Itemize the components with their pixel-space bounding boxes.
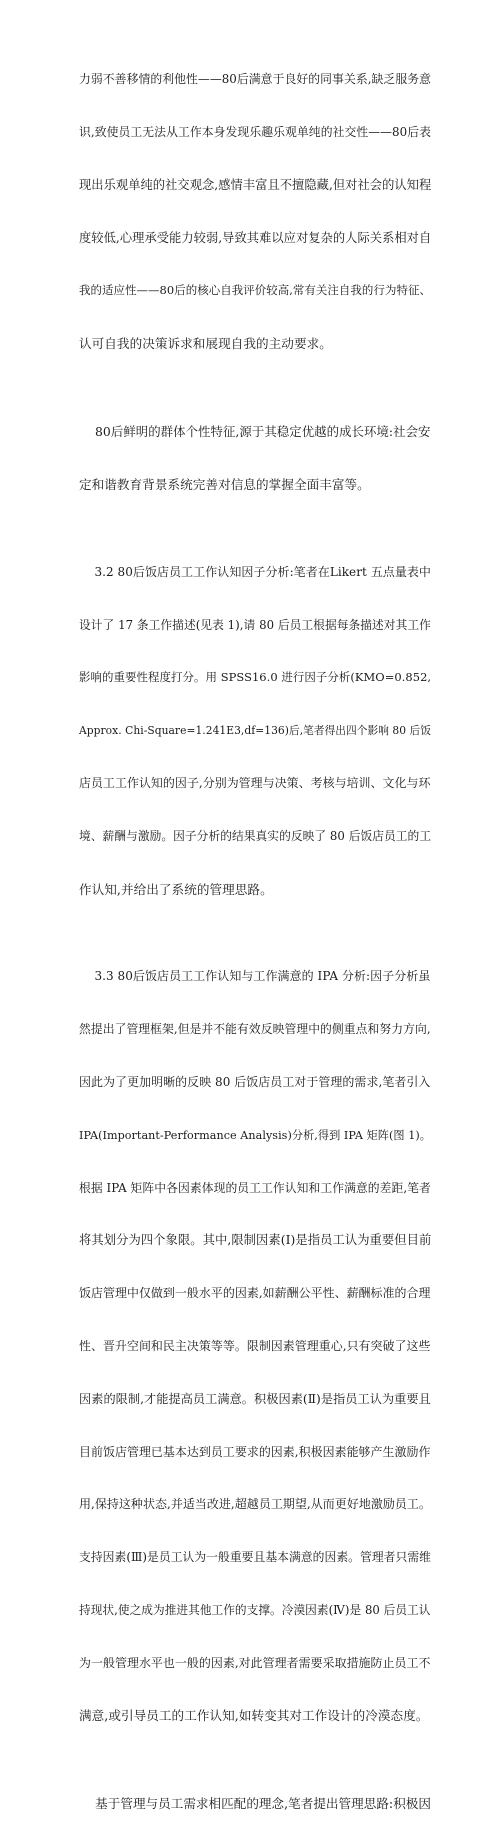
text-line: 店员工工作认知的因子,分别为管理与决策、考核与培训、文化与环 [79, 775, 431, 790]
text-line: 度较低,心理承受能力较弱,导致其难以应对复杂的人际关系相对自 [79, 230, 432, 245]
text-line: 性、晋升空间和民主决策等等。限制因素管理重心,只有突破了这些 [79, 1338, 431, 1353]
text-line: 80后鲜明的群体个性特征,源于其稳定优越的成长环境:社会安 [79, 424, 431, 440]
text-line: 影响的重要性程度打分。用 SPSS16.0 进行因子分析(KMO=0.852, [79, 670, 432, 685]
text-line: 饭店管理中仅做到一般水平的因素,如薪酬公平性、薪酬标准的合理 [79, 1286, 431, 1301]
text-line: 基于管理与员工需求相匹配的理念,笔者提出管理思路:积极因 [79, 1796, 431, 1812]
text-line: 境、薪酬与激励。因子分析的结果真实的反映了 80 后饭店员工的工 [79, 828, 432, 843]
paragraph-traits-continued [79, 36, 431, 388]
text-line: IPA(Important-Performance Analysis)分析,得到 IPA 矩阵(图 1)。 [79, 1128, 431, 1142]
text-line: 我的适应性——80后的核心自我评价较高,常有关注自我的行为特征、 [79, 283, 431, 298]
text-line: 3.2 80后饭店员工工作认知因子分析:笔者在Likert 五点量表中 [79, 564, 431, 579]
paragraph-section-3-3 [79, 933, 431, 1760]
text-line: 用,保持这种状态,并适当改进,超越员工期望,从而更好地激励员工。 [79, 1497, 431, 1512]
text-line: 根据 IPA 矩阵中各因素体现的员工工作认知和工作满意的差距,笔者 [79, 1180, 431, 1195]
paragraph-management-approach [79, 1760, 431, 1848]
paragraph-section-3-2 [79, 529, 431, 934]
text-line: 将其划分为四个象限。其中,限制因素(Ⅰ)是指员工认为重要但目前 [79, 1233, 432, 1248]
text-line: 因素的限制,才能提高员工满意。积极因素(Ⅱ)是指员工认为重要且 [79, 1391, 431, 1406]
text-line: 支持因素(Ⅲ)是员工认为一般重要且基本满意的因素。管理者只需维 [79, 1550, 431, 1565]
text-line: Approx. Chi-Square=1.241E3,df=136)后,笔者得出四个影响 80 后饭 [79, 724, 431, 738]
document-body [79, 36, 431, 1848]
paragraph-growth-environment [79, 388, 431, 529]
text-line: 为一般管理水平也一般的因素,对此管理者需要采取措施防止员工不 [79, 1655, 431, 1670]
text-line: 满意,或引导员工的工作认知,如转变其对工作设计的冷漠态度。 [79, 1708, 429, 1724]
text-line: 设计了 17 条工作描述(见表 1),请 80 后员工根据每条描述对其工作 [79, 617, 431, 632]
text-line: 作认知,并给出了系统的管理思路。 [79, 881, 273, 897]
text-line: 识,致使员工无法从工作本身发现乐趣乐观单纯的社交性——80后表 [79, 124, 432, 139]
text-line: 现出乐观单纯的社交观念,感情丰富且不擅隐藏,但对社会的认知程 [79, 177, 432, 192]
text-line: 定和谐教育背景系统完善对信息的掌握全面丰富等。 [79, 476, 370, 492]
text-line: 力弱不善移情的利他性——80后满意于良好的同事关系,缺乏服务意 [79, 72, 432, 87]
text-line: 3.3 80后饭店员工工作认知与工作满意的 IPA 分析:因子分析虽 [79, 969, 431, 984]
text-line: 持现状,使之成为推进其他工作的支撑。冷漠因素(Ⅳ)是 80 后员工认 [79, 1602, 431, 1617]
text-line: 然提出了管理框架,但是并不能有效反映管理中的侧重点和努力方向, [79, 1022, 431, 1037]
text-line: 认可自我的决策诉求和展现自我的主动要求。 [79, 336, 332, 352]
text-line: 因此为了更加明晰的反映 80 后饭店员工对于管理的需求,笔者引入 [79, 1075, 431, 1090]
text-line: 目前饭店管理已基本达到员工要求的因素,积极因素能够产生激励作 [79, 1444, 431, 1459]
